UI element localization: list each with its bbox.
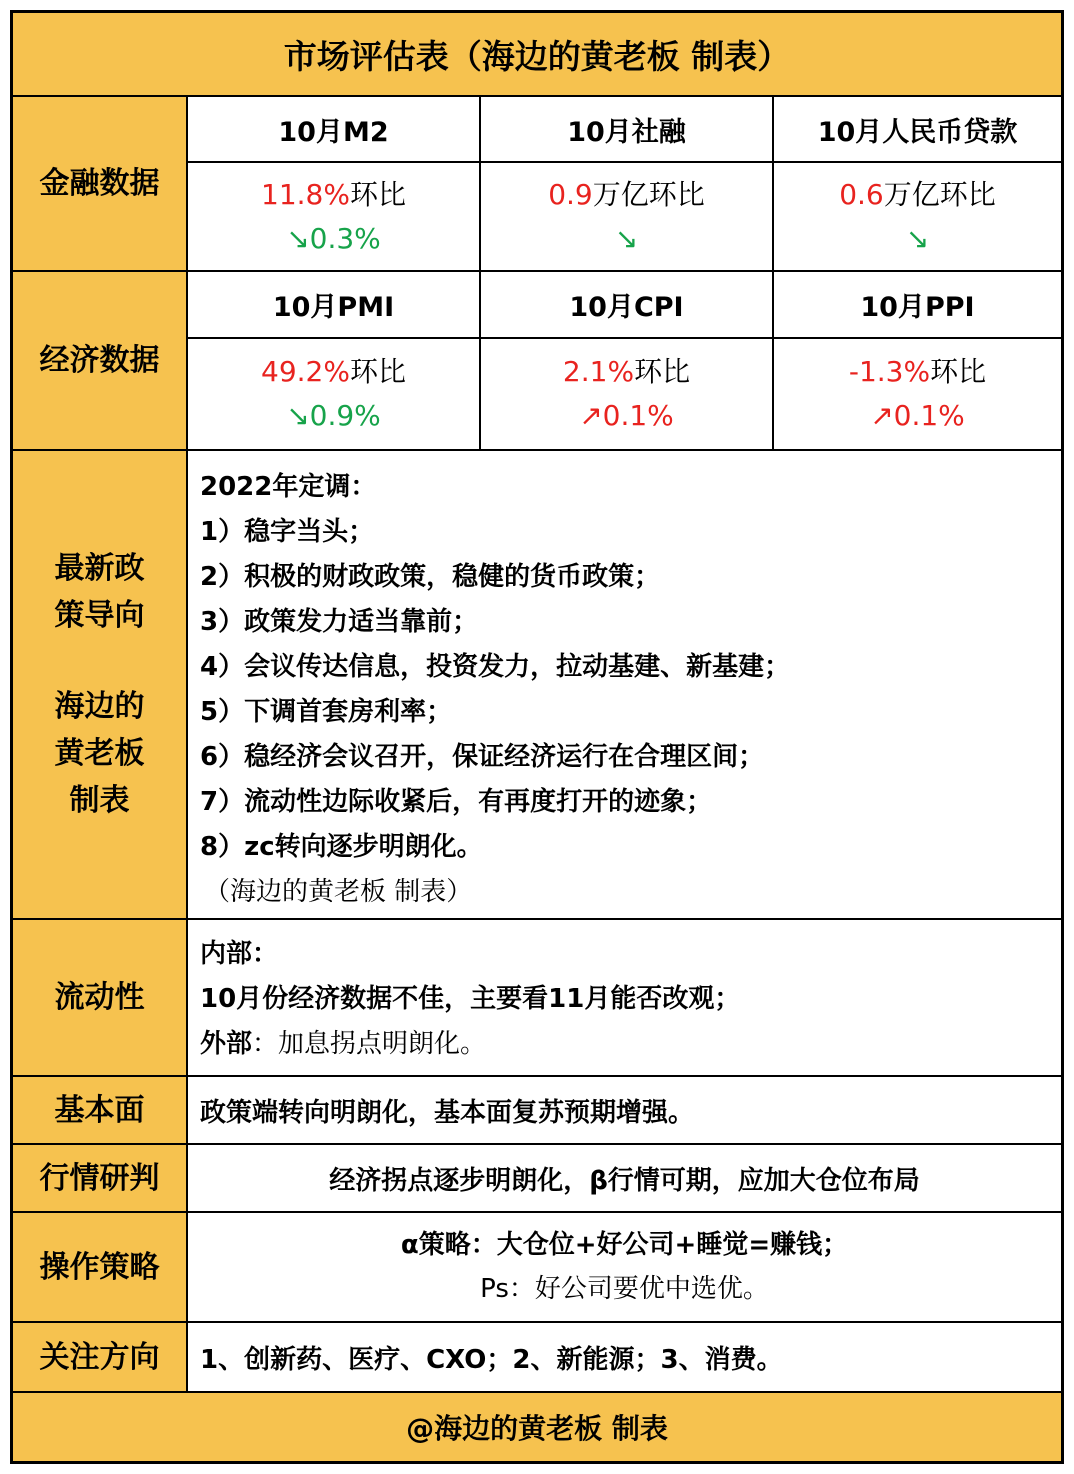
social-financing-suffix: 万亿环比 [592,177,705,211]
policy-section [13,451,1061,918]
market-view-label [13,1145,188,1211]
list-item: 1）稳字当头； [200,517,375,547]
pmi-title: 10月PMI [272,292,395,323]
m2-title: 10月M2 [278,116,389,148]
liquidity-internal-text: 10月份经济数据不佳，主要看11月能否改观； [200,984,741,1014]
focus-label-text: 关注方向 [39,1339,160,1375]
social-financing-title: 10月社融 [567,116,686,148]
cpi-value-cell [481,339,772,449]
ppi-title-cell [774,272,1061,337]
policy-label-text [55,545,145,824]
cpi-change: ↗0.1% [579,399,674,432]
liquidity-label-text: 流动性 [54,980,145,1015]
economic-label [13,272,188,449]
liquidity-list [200,932,740,1067]
cpi-value: 2.1% [562,355,635,388]
strategy-line: α策略：大仓位+好公司+睡觉=赚钱； [400,1230,849,1260]
rmb-loan-change: ↘ [905,221,930,255]
fundamentals-label-text: 基本面 [54,1092,145,1128]
social-financing-value-cell [481,163,772,270]
m2-change: ↘0.3% [286,221,381,255]
policy-label-line: 策导向 [54,598,145,633]
liquidity-label [13,920,188,1075]
cpi-suffix: 环比 [634,355,691,388]
cpi-title: 10月CPI [569,292,684,323]
rmb-loan-title: 10月人民币贷款 [817,116,1018,148]
policy-label-line: 最新政 [54,551,145,586]
liquidity-internal-label: 内部： [200,939,279,969]
focus-text: 1、创新药、医疗、CXO；2、新能源；3、消费。 [200,1344,783,1375]
table-footer-row [13,1393,1061,1461]
ppi-suffix: 环比 [930,355,987,388]
market-assessment-table [10,10,1064,1464]
fundamentals-label [13,1077,188,1143]
social-financing-value: 0.9 [548,177,593,211]
policy-label-line: 海边的 [54,689,145,724]
market-view-text: 经济拐点逐步明朗化，β行情可期，应加大仓位布局 [329,1165,920,1196]
liquidity-section [13,920,1061,1075]
m2-value-cell [188,163,479,270]
pmi-value: 49.2% [261,355,350,388]
list-item: 3）政策发力适当靠前； [200,607,479,637]
liquidity-content [188,920,1061,1075]
policy-label [13,451,188,918]
focus-section [13,1323,1061,1391]
policy-label-line: 制表 [69,783,130,818]
list-item: 7）流动性边际收紧后，有再度打开的迹象； [200,787,713,817]
list-item: 2）积极的财政政策，稳健的货币政策； [200,562,661,592]
footer-credit: @海边的黄老板 制表 [406,1412,668,1445]
financial-grid [188,97,1061,270]
list-item: 6）稳经济会议召开，保证经济运行在合理区间； [200,742,765,772]
market-view-content [188,1145,1061,1211]
page-title: 市场评估表（海边的黄老板 制表） [283,36,791,76]
policy-content [188,451,1061,918]
ppi-title: 10月PPI [860,292,975,323]
pmi-value-cell [188,339,479,449]
focus-content [188,1323,1061,1391]
m2-title-cell [188,97,479,161]
m2-suffix: 环比 [349,177,406,211]
ppi-value: -1.3% [848,355,931,388]
policy-note: （海边的黄老板 制表） [204,877,473,907]
strategy-content [188,1213,1061,1321]
policy-list [200,465,790,915]
table-title-row [13,13,1061,95]
market-view-label-text: 行情研判 [39,1160,160,1196]
pmi-title-cell [188,272,479,337]
financial-label-text: 金融数据 [39,166,160,201]
policy-label-line [55,639,145,683]
liquidity-external-label: 外部 [200,1029,253,1059]
strategy-label [13,1213,188,1321]
rmb-loan-value-cell [774,163,1061,270]
list-item: 5）下调首套房利率； [200,697,453,727]
fundamentals-text: 政策端转向明朗化，基本面复苏预期增强。 [200,1097,695,1128]
ppi-change: ↗0.1% [870,399,965,432]
m2-value: 11.8% [261,177,350,211]
economic-grid [188,272,1061,449]
pmi-suffix: 环比 [349,355,406,388]
cpi-title-cell [481,272,772,337]
social-financing-change: ↘ [614,221,639,255]
list-item: 2022年定调： [200,472,377,502]
focus-label [13,1323,188,1391]
strategy-note: Ps：好公司要优中选优。 [480,1274,769,1304]
fundamentals-section [13,1077,1061,1143]
market-view-section [13,1145,1061,1211]
strategy-section [13,1213,1061,1321]
strategy-label-text: 操作策略 [39,1249,160,1285]
list-item: 4）会议传达信息，投资发力，拉动基建、新基建； [200,652,791,682]
rmb-loan-title-cell [774,97,1061,161]
ppi-value-cell [774,339,1061,449]
economic-label-text: 经济数据 [39,343,160,378]
rmb-loan-value: 0.6 [839,177,884,211]
list-item: 8）zc转向逐步明朗化。 [200,832,483,862]
liquidity-external-text: ：加息拐点明朗化。 [252,1029,487,1059]
pmi-change: ↘0.9% [286,399,381,432]
financial-label [13,97,188,270]
rmb-loan-suffix: 万亿环比 [883,177,996,211]
economic-section [13,272,1061,449]
fundamentals-content [188,1077,1061,1143]
social-financing-title-cell [481,97,772,161]
policy-label-line: 黄老板 [54,736,145,771]
financial-section [13,97,1061,270]
